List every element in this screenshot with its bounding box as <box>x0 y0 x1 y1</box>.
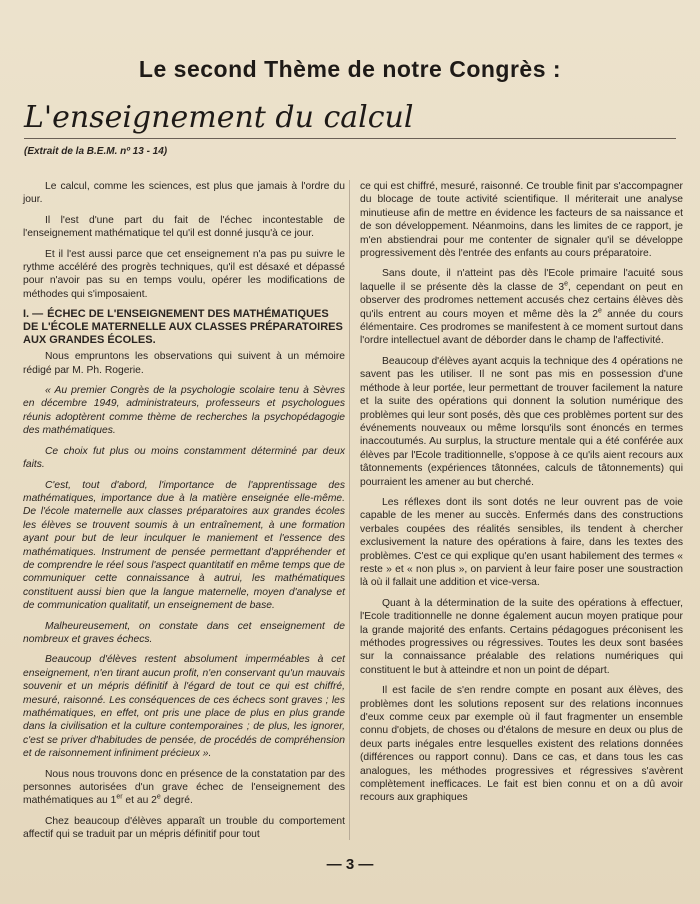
quote-paragraph: Beaucoup d'élèves restent absolument imperméables à cet enseignement, n'en tirant aucun profit, n'en conservant qu'un mauvais souvenir et un mépris définitif à l'égard de tout ce qui est chiffré, mesuré, raisonné. Les conséquences de ces échecs sont graves ; les mathématiques, en effet, ont pris une place de plus en plus grande dans la civilisation et la culture contemporaines ; de plus, les ignorer, c'est se priver d'habitudes de pensée, de procédés de compréhension et de raisonnement infiniment précieux ». <box>23 654 345 760</box>
column-divider <box>349 180 350 840</box>
text-run: année du cours élémentaire. Ces prodromes se manifestent à ce moment surtout dans l'ordre intellectuel avant de déborder dans le champ de l'affectivité. <box>360 308 683 347</box>
superscript: e <box>564 280 569 288</box>
paragraph: ce qui est chiffré, mesuré, raisonné. Ce trouble finit par s'accompagner du blocage de toute activité scientifique. Il mériterait une analyse minutieuse afin de mettre en évidence les facteurs de sa naissance et de son développement. Néanmoins, dans les limites de ce rapport, je m'en abstiendrai pour me contenter de signaler qu'il se développe progressivement dès l'entrée des enfants au cours préparatoire. <box>360 181 683 260</box>
section-title: ÉCHEC DE L'ENSEIGNEMENT DES MATHÉMATIQUES DE L'ÉCOLE MATERNELLE AUX CLASSES PRÉPARATOIRES AUX GRANDES ÉCOLES. <box>23 308 343 347</box>
paragraph: Beaucoup d'élèves ayant acquis la technique des 4 opérations ne savent pas les utiliser. Il ne sont pas mis en possession d'une méthode à leur portée, leur permettant de trouver facilement la nature et la suite des opérations qui donnent la solution numérique des problèmes qui leur sont posés, dès que ces problèmes portent sur des événements nouveaux ou même lorsqu'ils sont énoncés en termes inaccoutumés. Au surplus, la structure mentale qui a été conférée aux élèves par l'Ecole traditionnelle, s'oppose à ce qu'ils aient recours aux tâtonnements (expériences tâtonnées, calculs de tâtonnements) qui pourraient les amener au but cherché. <box>360 355 683 488</box>
quote-paragraph: Ce choix fut plus ou moins constamment déterminé par deux faits. <box>23 445 345 471</box>
article-title: L'enseignement du calcul <box>24 100 414 135</box>
superscript: e <box>156 794 161 802</box>
source-note: (Extrait de la B.E.M. nº 13 - 14) <box>24 146 168 157</box>
paragraph: Il est facile de s'en rendre compte en posant aux élèves, des problèmes dont les solutions reposent sur des relations inconnues d'eux comme ceux par exemple où il faut fragmenter un ensemble connu d'objets, de choses ou d'étalons de mesure en deux ou plus de deux parts inégales entre lesquelles existent des relations données (différences ou rapport connu). Dans ce cas, et dans tous les cas analogues, les méthodes progressives et régressives s'avèrent complètement inefficaces. Le fait est bien connu et on a dû avoir recours aux graphiques <box>360 685 683 804</box>
text-run: Sans doute, il n'atteint pas dès l'Ecole primaire l'acuité sous laquelle il se présente dès la classe de 3 <box>360 268 683 293</box>
paragraph: Et il l'est aussi parce que cet enseignement n'a pas pu suivre le rythme accéléré des progrès techniques, qu'il est désaxé et dépassé pour n'avoir pas su en temps voulu, opérer les modifications de méthodes qui s'imposaient. <box>23 248 345 300</box>
left-column <box>23 180 345 849</box>
paragraph <box>360 267 683 347</box>
section-number: I. — <box>23 308 44 321</box>
page-number: — 3 — <box>326 856 374 873</box>
text-run: et au 2 <box>122 795 157 807</box>
paragraph: Quant à la détermination de la suite des opérations à effectuer, l'Ecole traditionnelle ne donne également aucun moyen pratique pour la grande majorité des enfants. Certains pédagogues préconisent les méthodes progressives ou régressives. Toutes les deux sont basées sur la connaissance préalable des relations numériques qui constituent le but à atteindre et non un point de départ. <box>360 597 683 676</box>
section-heading <box>23 308 345 347</box>
paragraph <box>23 768 345 808</box>
quote-paragraph: Malheureusement, on constate dans cet enseignement de nombreux et graves échecs. <box>23 620 345 645</box>
paragraph: Le calcul, comme les sciences, est plus que jamais à l'ordre du jour. <box>23 181 345 206</box>
quote-paragraph: C'est, tout d'abord, l'importance de l'apprentissage des mathématiques, importance due à la matière enseignée elle-même. De l'école maternelle aux classes préparatoires aux grandes écoles les élèves se trouvent soumis à un entraînement, à une formation ayant pour but de leur inculquer le maniement et l'essence des mathématiques. Instrument de pensée permettant d'appréhender et de comprendre le réel sous l'aspect quantitatif en même temps que de communiquer cette connaissance à autrui, les mathématiques constituent aussi bien que la langue maternelle, moyen d'analyse et de communication qualitatif, un enseignement de base. <box>23 479 345 612</box>
quote-paragraph: « Au premier Congrès de la psychologie scolaire tenu à Sèvres en décembre 1949, administrateurs, professeurs et psychologues réunis adoptèrent comme thème de recherches la psychopédagogie des mathématiques. <box>23 385 345 437</box>
paragraph: Il l'est d'une part du fait de l'échec incontestable de l'enseignement mathématique tel qu'il est donné jusqu'à ce jour. <box>23 214 345 240</box>
main-title: Le second Thème de notre Congrès : <box>138 56 562 82</box>
paragraph: Chez beaucoup d'élèves apparaît un trouble du comportement affectif qui se traduit par un mépris définitif pour tout <box>23 815 345 841</box>
title-rule <box>24 138 676 139</box>
text-run: Nous nous trouvons donc en présence de la constatation par des personnes autorisées d'un grave échec de l'enseignement des mathématiques au 1 <box>23 768 345 807</box>
text-run: degré. <box>160 795 193 807</box>
paragraph: Les réflexes dont ils sont dotés ne leur ouvrent pas de voie capable de les mener au succès. Enfermés dans des constructions verbales coupées des réalités sensibles, ils tendent à chercher exclusivement la nature des opérations à faire, dans les textes des problèmes. C'est ce qui explique qu'en usant habilement des termes « reste » et « non plus », on parvient à leur faire poser une soustraction là où il fallait une addition et vice-versa. <box>360 496 683 589</box>
text-run: , cependant on peut en observer des prodromes nettement accusés chez certains élèves dès qu'ils entrent au cours moyen et même dès la 2 <box>360 281 683 320</box>
superscript: er <box>116 794 123 802</box>
right-column <box>360 180 683 812</box>
paragraph: Nous empruntons les observations qui suivent à un mémoire rédigé par M. Ph. Rogerie. <box>23 351 345 376</box>
superscript: e <box>597 307 602 315</box>
